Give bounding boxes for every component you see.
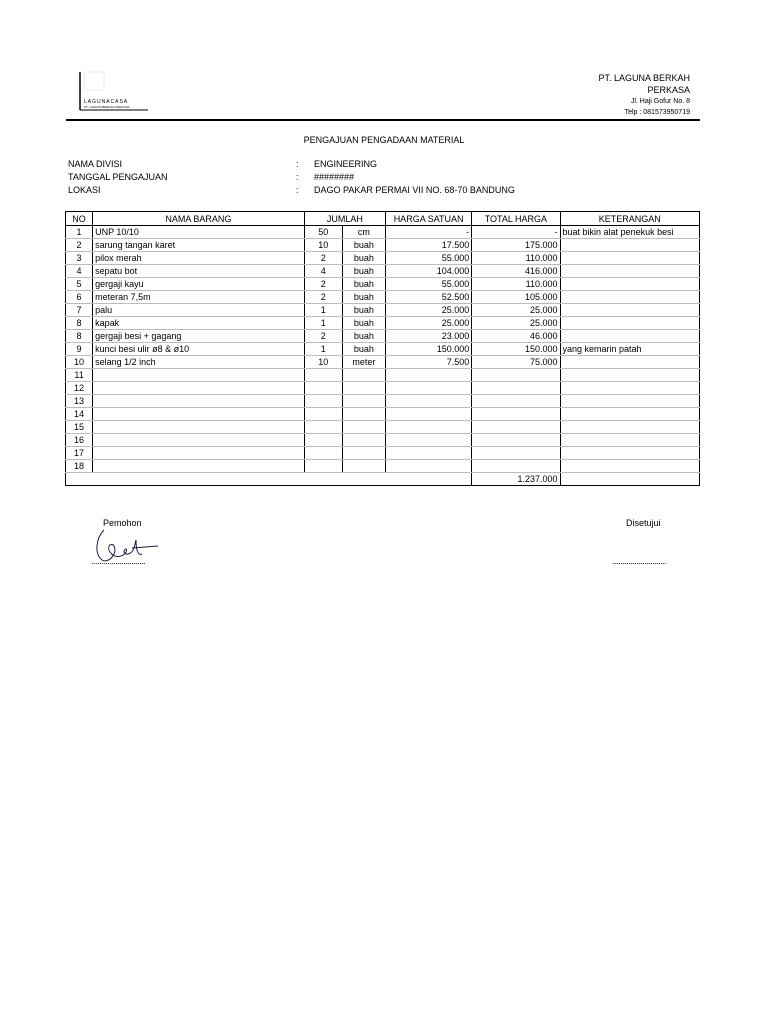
info-value: ######## <box>314 172 355 182</box>
row-qty <box>304 395 342 408</box>
row-unit: buah <box>342 239 385 252</box>
row-no: 16 <box>66 434 93 447</box>
row-unit <box>342 395 385 408</box>
row-total-price <box>472 369 560 382</box>
row-no: 1 <box>66 226 93 239</box>
company-address: Jl. Haji Gofur No. 8 <box>630 98 690 105</box>
header-jumlah: JUMLAH <box>304 212 385 226</box>
row-total-price: 150.000 <box>472 343 560 356</box>
row-total-price <box>472 434 560 447</box>
table-row <box>66 226 700 239</box>
row-qty <box>304 408 342 421</box>
row-note <box>560 330 699 343</box>
row-note <box>560 369 699 382</box>
row-unit-price: 55.000 <box>385 278 471 291</box>
row-unit: buah <box>342 304 385 317</box>
row-unit <box>342 408 385 421</box>
row-total-price: - <box>472 226 560 239</box>
row-total-price: 110.000 <box>472 278 560 291</box>
row-item-name: kapak <box>93 317 305 330</box>
row-item-name: gergaji besi + gagang <box>93 330 305 343</box>
row-qty: 10 <box>304 356 342 369</box>
logo-subtext: PT. LAGUNA BERKAH PERKASA <box>84 105 130 109</box>
row-unit-price <box>385 421 471 434</box>
row-total-price: 75.000 <box>472 356 560 369</box>
row-unit <box>342 369 385 382</box>
table-row <box>66 239 700 252</box>
row-item-name: palu <box>93 304 305 317</box>
total-spacer <box>66 473 472 486</box>
row-unit-price: 17.500 <box>385 239 471 252</box>
row-total-price <box>472 447 560 460</box>
row-item-name: sarung tangan karet <box>93 239 305 252</box>
table-row <box>66 369 700 382</box>
signature-line-disetujui: ........................... <box>612 556 667 566</box>
row-no: 11 <box>66 369 93 382</box>
row-no: 10 <box>66 356 93 369</box>
row-note <box>560 447 699 460</box>
company-info <box>598 72 690 118</box>
row-note <box>560 382 699 395</box>
info-row-divisi <box>68 159 668 172</box>
info-label: LOKASI <box>68 185 101 195</box>
table-row <box>66 343 700 356</box>
signature-line-pemohon: ........................... <box>91 556 146 566</box>
table-row <box>66 408 700 421</box>
row-qty: 2 <box>304 330 342 343</box>
row-no: 14 <box>66 408 93 421</box>
table-row <box>66 291 700 304</box>
row-note <box>560 356 699 369</box>
row-unit-price <box>385 447 471 460</box>
row-note <box>560 317 699 330</box>
table-row <box>66 304 700 317</box>
row-total-price: 25.000 <box>472 304 560 317</box>
row-qty: 1 <box>304 317 342 330</box>
row-no: 8 <box>66 317 93 330</box>
row-note <box>560 408 699 421</box>
info-sep: : <box>296 185 299 195</box>
company-phone: Telp : 081573950719 <box>624 109 690 116</box>
row-note <box>560 278 699 291</box>
header-total-harga: TOTAL HARGA <box>472 212 560 226</box>
document-title: PENGAJUAN PENGADAAN MATERIAL <box>303 135 465 145</box>
row-no: 6 <box>66 291 93 304</box>
row-qty <box>304 421 342 434</box>
signature-label-disetujui: Disetujui <box>626 518 661 528</box>
row-unit-price <box>385 369 471 382</box>
info-value: ENGINEERING <box>314 159 378 169</box>
row-total-price <box>472 408 560 421</box>
row-item-name: meteran 7,5m <box>93 291 305 304</box>
row-unit: buah <box>342 252 385 265</box>
row-note <box>560 434 699 447</box>
table-row <box>66 265 700 278</box>
row-note <box>560 291 699 304</box>
info-label: TANGGAL PENGAJUAN <box>68 172 168 182</box>
row-note <box>560 421 699 434</box>
row-total-price: 175.000 <box>472 239 560 252</box>
row-no: 3 <box>66 252 93 265</box>
row-item-name <box>93 369 305 382</box>
row-qty: 4 <box>304 265 342 278</box>
row-unit: buah <box>342 278 385 291</box>
row-unit-price: 150.000 <box>385 343 471 356</box>
row-unit-price <box>385 460 471 473</box>
info-row-tanggal <box>68 172 668 185</box>
row-total-price: 105.000 <box>472 291 560 304</box>
row-unit <box>342 447 385 460</box>
row-qty <box>304 447 342 460</box>
row-unit-price <box>385 434 471 447</box>
row-qty: 10 <box>304 239 342 252</box>
row-item-name: gergaji kayu <box>93 278 305 291</box>
row-total-price <box>472 395 560 408</box>
row-unit: buah <box>342 291 385 304</box>
row-total-price: 416.000 <box>472 265 560 278</box>
header-harga-satuan: HARGA SATUAN <box>385 212 471 226</box>
header-no: NO <box>66 212 93 226</box>
row-unit <box>342 460 385 473</box>
row-qty <box>304 460 342 473</box>
row-qty: 2 <box>304 252 342 265</box>
row-qty: 2 <box>304 278 342 291</box>
table-row <box>66 252 700 265</box>
row-no: 8 <box>66 330 93 343</box>
row-note <box>560 304 699 317</box>
table-row <box>66 317 700 330</box>
info-row-lokasi <box>68 185 668 198</box>
grand-total: 1.237.000 <box>472 473 560 486</box>
row-qty <box>304 434 342 447</box>
info-value: DAGO PAKAR PERMAI VII NO. 68-70 BANDUNG <box>314 185 515 195</box>
row-note <box>560 265 699 278</box>
table-row <box>66 382 700 395</box>
row-item-name: pilox merah <box>93 252 305 265</box>
row-unit <box>342 421 385 434</box>
row-unit: buah <box>342 317 385 330</box>
row-qty <box>304 382 342 395</box>
row-no: 2 <box>66 239 93 252</box>
row-total-price <box>472 460 560 473</box>
table-row <box>66 330 700 343</box>
row-note <box>560 239 699 252</box>
signature-label-pemohon: Pemohon <box>103 518 142 528</box>
row-unit-price: 52.500 <box>385 291 471 304</box>
row-qty: 1 <box>304 343 342 356</box>
row-no: 15 <box>66 421 93 434</box>
info-sep: : <box>296 159 299 169</box>
total-note-cell <box>560 473 699 486</box>
row-unit-price <box>385 382 471 395</box>
row-unit: buah <box>342 265 385 278</box>
row-item-name <box>93 447 305 460</box>
row-total-price <box>472 421 560 434</box>
row-item-name: selang 1/2 inch <box>93 356 305 369</box>
row-total-price: 25.000 <box>472 317 560 330</box>
row-unit <box>342 434 385 447</box>
row-note: yang kemarin patah <box>560 343 699 356</box>
row-item-name <box>93 421 305 434</box>
row-note <box>560 252 699 265</box>
table-total-row <box>66 473 700 486</box>
row-item-name <box>93 460 305 473</box>
header-nama-barang: NAMA BARANG <box>93 212 305 226</box>
row-unit-price <box>385 395 471 408</box>
row-total-price: 110.000 <box>472 252 560 265</box>
row-unit-price: 7.500 <box>385 356 471 369</box>
row-unit-price: 25.000 <box>385 304 471 317</box>
row-unit-price: 55.000 <box>385 252 471 265</box>
row-unit: meter <box>342 356 385 369</box>
row-item-name <box>93 434 305 447</box>
company-name-line2: PERKASA <box>647 85 690 95</box>
row-item-name: UNP 10/10 <box>93 226 305 239</box>
row-no: 17 <box>66 447 93 460</box>
row-item-name <box>93 395 305 408</box>
row-item-name: sepatu bot <box>93 265 305 278</box>
row-no: 7 <box>66 304 93 317</box>
row-unit: buah <box>342 343 385 356</box>
header-divider <box>66 119 700 121</box>
table-row <box>66 278 700 291</box>
table-row <box>66 447 700 460</box>
material-table <box>65 211 700 486</box>
logo-text: LAGUNACASA <box>84 99 129 105</box>
row-unit-price: - <box>385 226 471 239</box>
row-unit: cm <box>342 226 385 239</box>
table-row <box>66 395 700 408</box>
info-sep: : <box>296 172 299 182</box>
info-label: NAMA DIVISI <box>68 159 123 169</box>
row-note <box>560 460 699 473</box>
table-row <box>66 356 700 369</box>
row-qty: 1 <box>304 304 342 317</box>
company-name-line1: PT. LAGUNA BERKAH <box>598 73 690 83</box>
row-no: 5 <box>66 278 93 291</box>
row-item-name <box>93 382 305 395</box>
table-row <box>66 460 700 473</box>
row-no: 4 <box>66 265 93 278</box>
row-unit <box>342 382 385 395</box>
row-unit: buah <box>342 330 385 343</box>
row-unit-price: 104.000 <box>385 265 471 278</box>
row-no: 9 <box>66 343 93 356</box>
row-unit-price: 25.000 <box>385 317 471 330</box>
table-row <box>66 434 700 447</box>
row-no: 18 <box>66 460 93 473</box>
row-qty: 50 <box>304 226 342 239</box>
table-row <box>66 421 700 434</box>
row-qty <box>304 369 342 382</box>
row-item-name <box>93 408 305 421</box>
row-note <box>560 395 699 408</box>
row-no: 12 <box>66 382 93 395</box>
row-total-price <box>472 382 560 395</box>
table-header-row <box>66 212 700 226</box>
row-unit-price: 23.000 <box>385 330 471 343</box>
row-total-price: 46.000 <box>472 330 560 343</box>
row-note: buat bikin alat penekuk besi <box>560 226 699 239</box>
header-keterangan: KETERANGAN <box>560 212 699 226</box>
row-unit-price <box>385 408 471 421</box>
row-no: 13 <box>66 395 93 408</box>
row-qty: 2 <box>304 291 342 304</box>
row-item-name: kunci besi ulir ø8 & ø10 <box>93 343 305 356</box>
